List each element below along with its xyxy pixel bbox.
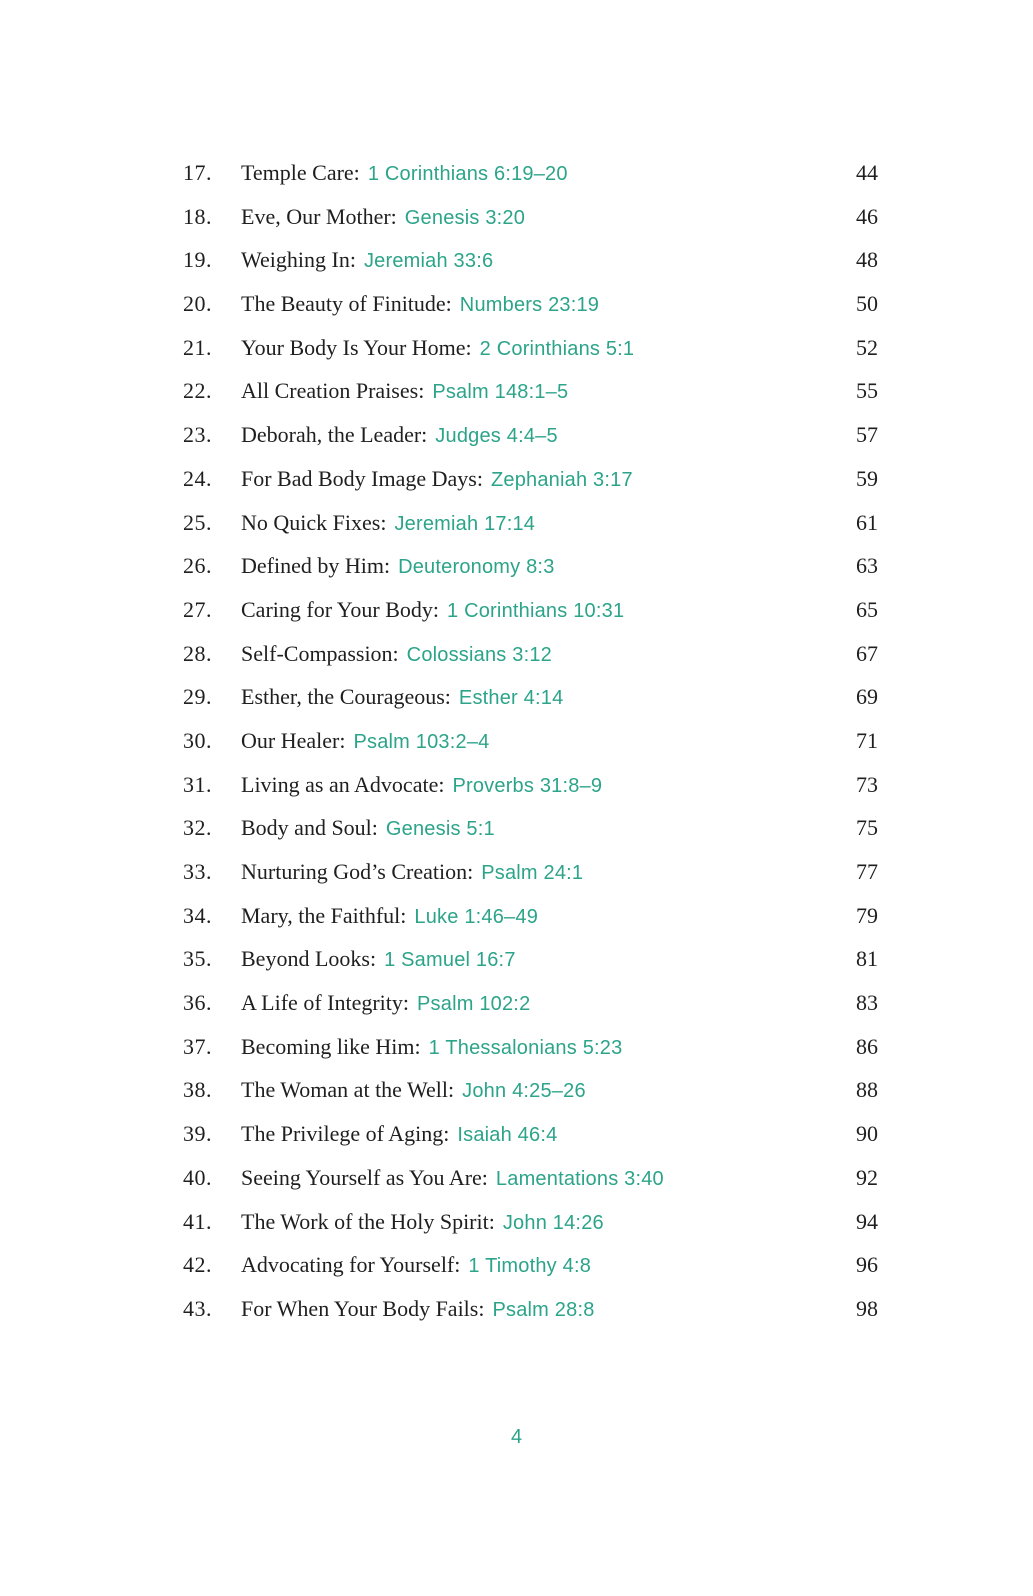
entry-title: All Creation Praises: (241, 378, 425, 404)
entry-title: Beyond Looks: (241, 946, 377, 972)
entry-number: 19. (183, 247, 212, 273)
toc-entry (178, 684, 878, 728)
toc-entry (178, 903, 878, 947)
entry-number: 27. (183, 596, 212, 622)
entry-page-number: 48 (856, 247, 878, 273)
entry-number: 20. (183, 291, 212, 317)
entry-title: Esther, the Courageous: (241, 684, 451, 710)
entry-number: 42. (183, 1252, 212, 1278)
entry-number: 31. (183, 771, 212, 797)
toc-entry (178, 859, 878, 903)
entry-title: No Quick Fixes: (241, 509, 387, 535)
entry-number: 38. (183, 1077, 212, 1103)
scripture-reference: Numbers 23:19 (459, 294, 600, 317)
entry-page-number: 98 (856, 1295, 878, 1321)
entry-text (241, 335, 838, 361)
entry-page-number: 71 (856, 727, 878, 753)
entry-number: 29. (183, 684, 212, 710)
entry-number: 18. (183, 203, 212, 229)
entry-text (241, 990, 838, 1016)
entry-page-number: 96 (856, 1252, 878, 1278)
entry-number: 32. (183, 815, 212, 841)
entry-title: Deborah, the Leader: (241, 422, 428, 448)
entry-page-number: 44 (856, 160, 878, 185)
toc-entry (178, 1209, 878, 1253)
entry-text (241, 204, 838, 230)
entry-text (241, 291, 838, 317)
entry-title: Becoming like Him: (241, 1033, 421, 1059)
scripture-reference: Genesis 3:20 (404, 206, 526, 229)
entry-text (241, 815, 838, 841)
entry-number: 24. (183, 465, 212, 491)
entry-title: Body and Soul: (241, 815, 378, 841)
entry-title: Weighing In: (241, 247, 356, 273)
entry-page-number: 90 (856, 1121, 878, 1147)
toc-entry (178, 1034, 878, 1078)
scripture-reference: Zephaniah 3:17 (490, 468, 633, 491)
scripture-reference: John 4:25–26 (462, 1080, 586, 1103)
toc-entry (178, 946, 878, 990)
entry-number: 22. (183, 378, 212, 404)
entry-page-number: 86 (856, 1033, 878, 1059)
entry-number: 30. (183, 727, 212, 753)
entry-number: 36. (183, 990, 212, 1016)
scripture-reference: Jeremiah 17:14 (394, 512, 536, 535)
entry-title: The Privilege of Aging: (241, 1121, 450, 1147)
entry-page-number: 65 (856, 596, 878, 622)
entry-number: 33. (183, 859, 212, 884)
entry-title: Nurturing God’s Creation: (241, 859, 474, 884)
entry-number: 21. (183, 334, 212, 360)
scripture-reference: 1 Thessalonians 5:23 (428, 1036, 623, 1059)
scripture-reference: Luke 1:46–49 (414, 905, 539, 928)
toc-entry (178, 728, 878, 772)
entry-page-number: 50 (856, 291, 878, 317)
entry-text (241, 422, 838, 448)
entry-page-number: 69 (856, 684, 878, 710)
entry-page-number: 59 (856, 465, 878, 491)
toc-entry (178, 772, 878, 816)
entry-title: The Woman at the Well: (241, 1077, 455, 1103)
entry-title: A Life of Integrity: (241, 990, 410, 1016)
entry-page-number: 46 (856, 203, 878, 229)
toc-entry (178, 247, 878, 291)
entry-title: The Beauty of Finitude: (241, 291, 452, 317)
scripture-reference: Isaiah 46:4 (457, 1124, 558, 1147)
entry-number: 39. (183, 1121, 212, 1147)
toc-entry (178, 204, 878, 248)
entry-title: Seeing Yourself as You Are: (241, 1164, 488, 1190)
toc-entry (178, 466, 878, 510)
entry-text (241, 946, 838, 972)
entry-title: Mary, the Faithful: (241, 902, 407, 928)
toc-entry (178, 1121, 878, 1165)
entry-number: 17. (183, 160, 212, 185)
entry-text (241, 859, 838, 885)
entry-title: Self-Compassion: (241, 640, 399, 666)
toc-entry (178, 597, 878, 641)
entry-page-number: 52 (856, 334, 878, 360)
toc-entry (178, 510, 878, 554)
toc-entry (178, 422, 878, 466)
scripture-reference: 1 Samuel 16:7 (384, 949, 516, 972)
toc-entry (178, 335, 878, 379)
toc-entry (178, 815, 878, 859)
entry-number: 41. (183, 1208, 212, 1234)
scripture-reference: 1 Timothy 4:8 (468, 1255, 592, 1278)
entry-title: The Work of the Holy Spirit: (241, 1208, 495, 1234)
toc-entry (178, 378, 878, 422)
entry-title: For When Your Body Fails: (241, 1295, 485, 1321)
toc-entry (178, 1252, 878, 1296)
toc-entry (178, 1296, 878, 1340)
toc-entry (178, 553, 878, 597)
scripture-reference: Psalm 103:2–4 (353, 730, 490, 753)
toc-entry (178, 1165, 878, 1209)
scripture-reference: Lamentations 3:40 (495, 1167, 664, 1190)
scripture-reference: Esther 4:14 (458, 687, 564, 710)
entry-title: Advocating for Yourself: (241, 1252, 461, 1278)
entry-text (241, 728, 838, 754)
toc-entry (178, 641, 878, 685)
entry-text (241, 1121, 838, 1147)
folio-page-number: 4 (510, 1426, 523, 1448)
entry-page-number: 88 (856, 1077, 878, 1103)
entry-text (241, 1209, 838, 1235)
entry-text (241, 1077, 838, 1103)
entry-page-number: 79 (856, 902, 878, 928)
entry-text (241, 247, 838, 273)
scripture-reference: Psalm 24:1 (481, 862, 584, 884)
entry-number: 34. (183, 902, 212, 928)
scripture-reference: Proverbs 31:8–9 (452, 774, 603, 797)
toc-entry (178, 291, 878, 335)
entry-number: 35. (183, 946, 212, 972)
entry-text (241, 160, 838, 186)
entry-text (241, 597, 838, 623)
entry-number: 37. (183, 1033, 212, 1059)
entry-page-number: 75 (856, 815, 878, 841)
entry-number: 28. (183, 640, 212, 666)
entry-title: Eve, Our Mother: (241, 203, 397, 229)
scripture-reference: Colossians 3:12 (406, 643, 552, 666)
entry-number: 25. (183, 509, 212, 535)
entry-page-number: 63 (856, 553, 878, 579)
toc-entry (178, 1077, 878, 1121)
toc-entry (178, 990, 878, 1034)
scripture-reference: Genesis 5:1 (385, 818, 495, 841)
entry-title: Our Healer: (241, 727, 346, 753)
entry-page-number: 83 (856, 990, 878, 1016)
entry-page-number: 61 (856, 509, 878, 535)
scripture-reference: Psalm 28:8 (492, 1298, 595, 1321)
entry-page-number: 81 (856, 946, 878, 972)
page-footer (0, 1426, 1033, 1449)
entry-text (241, 903, 838, 929)
scripture-reference: 1 Corinthians 6:19–20 (367, 163, 568, 185)
entry-page-number: 73 (856, 771, 878, 797)
entry-text (241, 466, 838, 492)
entry-text (241, 684, 838, 710)
entry-text (241, 641, 838, 667)
entry-number: 23. (183, 422, 212, 448)
entry-text (241, 378, 838, 404)
entry-number: 43. (183, 1295, 212, 1321)
entry-title: Living as an Advocate: (241, 771, 445, 797)
scripture-reference: 2 Corinthians 5:1 (479, 337, 635, 360)
entry-title: Temple Care: (241, 160, 360, 185)
entry-number: 40. (183, 1164, 212, 1190)
scripture-reference: 1 Corinthians 10:31 (447, 599, 625, 622)
scripture-reference: Jeremiah 33:6 (363, 250, 494, 273)
toc-entry (178, 160, 878, 204)
table-of-contents (178, 160, 878, 1340)
entry-title: Your Body Is Your Home: (241, 334, 472, 360)
entry-text (241, 1296, 838, 1322)
toc-list (178, 160, 878, 1340)
scripture-reference: Deuteronomy 8:3 (398, 556, 555, 579)
entry-text (241, 1252, 838, 1278)
entry-page-number: 94 (856, 1208, 878, 1234)
entry-text (241, 553, 838, 579)
entry-text (241, 772, 838, 798)
entry-title: Defined by Him: (241, 553, 391, 579)
entry-page-number: 55 (856, 378, 878, 404)
scripture-reference: Judges 4:4–5 (435, 425, 558, 448)
scripture-reference: Psalm 148:1–5 (432, 381, 569, 404)
entry-page-number: 77 (856, 859, 878, 884)
scripture-reference: John 14:26 (502, 1211, 604, 1234)
entry-title: For Bad Body Image Days: (241, 465, 483, 491)
entry-page-number: 57 (856, 422, 878, 448)
entry-title: Caring for Your Body: (241, 596, 440, 622)
entry-text (241, 1165, 838, 1191)
entry-number: 26. (183, 553, 212, 579)
entry-text (241, 510, 838, 536)
entry-page-number: 92 (856, 1164, 878, 1190)
entry-page-number: 67 (856, 640, 878, 666)
entry-text (241, 1034, 838, 1060)
scripture-reference: Psalm 102:2 (417, 993, 531, 1016)
